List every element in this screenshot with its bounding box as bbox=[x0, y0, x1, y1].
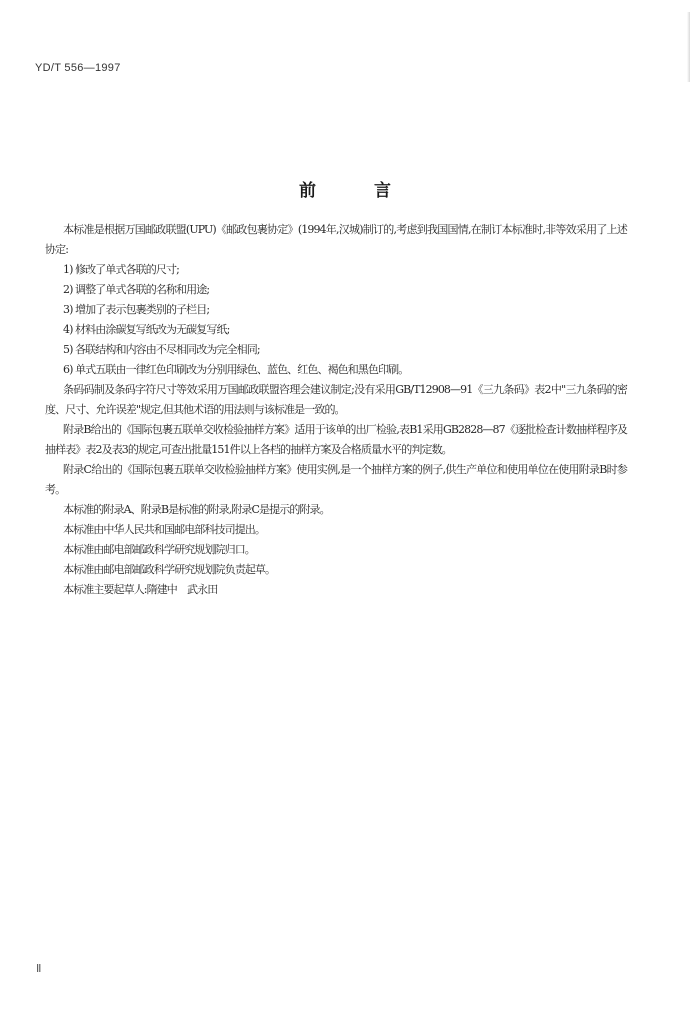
foreword-body bbox=[45, 220, 627, 600]
title-char-2: 言 bbox=[374, 181, 391, 201]
list-item-6: 6) 单式五联由一律红色印刷改为分别用绿色、蓝色、红色、褐色和黑色印刷。 bbox=[63, 363, 409, 376]
list-item-1: 1) 修改了单式各联的尺寸; bbox=[63, 263, 179, 276]
list-item-5: 5) 各联结构和内容由不尽相同改为完全相同; bbox=[63, 343, 260, 356]
paragraph-barcode: 条码码制及条码字符尺寸等效采用万国邮政联盟咨理会建议制定;没有采用GB/T12908—91《三九条码》表2中"三九条码的密度、尺寸、允许误差"规定,但其他术语的用法则与该标准是一致的。 bbox=[45, 383, 627, 416]
list-item-2: 2) 调整了单式各联的名称和用途; bbox=[63, 283, 210, 296]
paragraph-intro: 本标准是根据万国邮政联盟(UPU)《邮政包裹协定》(1994年,汉城)制订的,考虑到我国国情,在制订本标准时,非等效采用了上述协定: bbox=[45, 223, 627, 256]
paragraph-appendix-types: 本标准的附录A、附录B是标准的附录,附录C是提示的附录。 bbox=[63, 503, 330, 516]
title-char-1: 前 bbox=[299, 181, 316, 201]
paragraph-appendix-c: 附录C给出的《国际包裹五联单交收检验抽样方案》使用实例,是一个抽样方案的例子,供生产单位和使用单位在使用附录B时参考。 bbox=[45, 463, 627, 496]
list-item-3: 3) 增加了表示包裹类别的子栏目; bbox=[63, 303, 210, 316]
paragraph-proposed-by: 本标准由中华人民共和国邮电部科技司提出。 bbox=[63, 523, 265, 536]
page-title bbox=[0, 176, 690, 201]
list-item-4: 4) 材料由涂碳复写纸改为无碳复写纸; bbox=[63, 323, 230, 336]
page-number: Ⅱ bbox=[36, 963, 42, 975]
paragraph-drafted-by: 本标准由邮电部邮政科学研究规划院负责起草。 bbox=[63, 563, 276, 576]
document-code: YD/T 556—1997 bbox=[35, 62, 121, 74]
paragraph-appendix-b: 附录B给出的《国际包裹五联单交收检验抽样方案》适用于该单的出厂检验,表B1采用GB2828—87《逐批检查计数抽样程序及抽样表》表2及表3的规定,可查出批量151件以上各档的抽样方案及合格质量水平的判定数。 bbox=[45, 423, 627, 456]
paragraph-managed-by: 本标准由邮电部邮政科学研究规划院归口。 bbox=[63, 543, 255, 556]
paragraph-drafters: 本标准主要起草人:隋建中 武永田 bbox=[63, 583, 218, 596]
